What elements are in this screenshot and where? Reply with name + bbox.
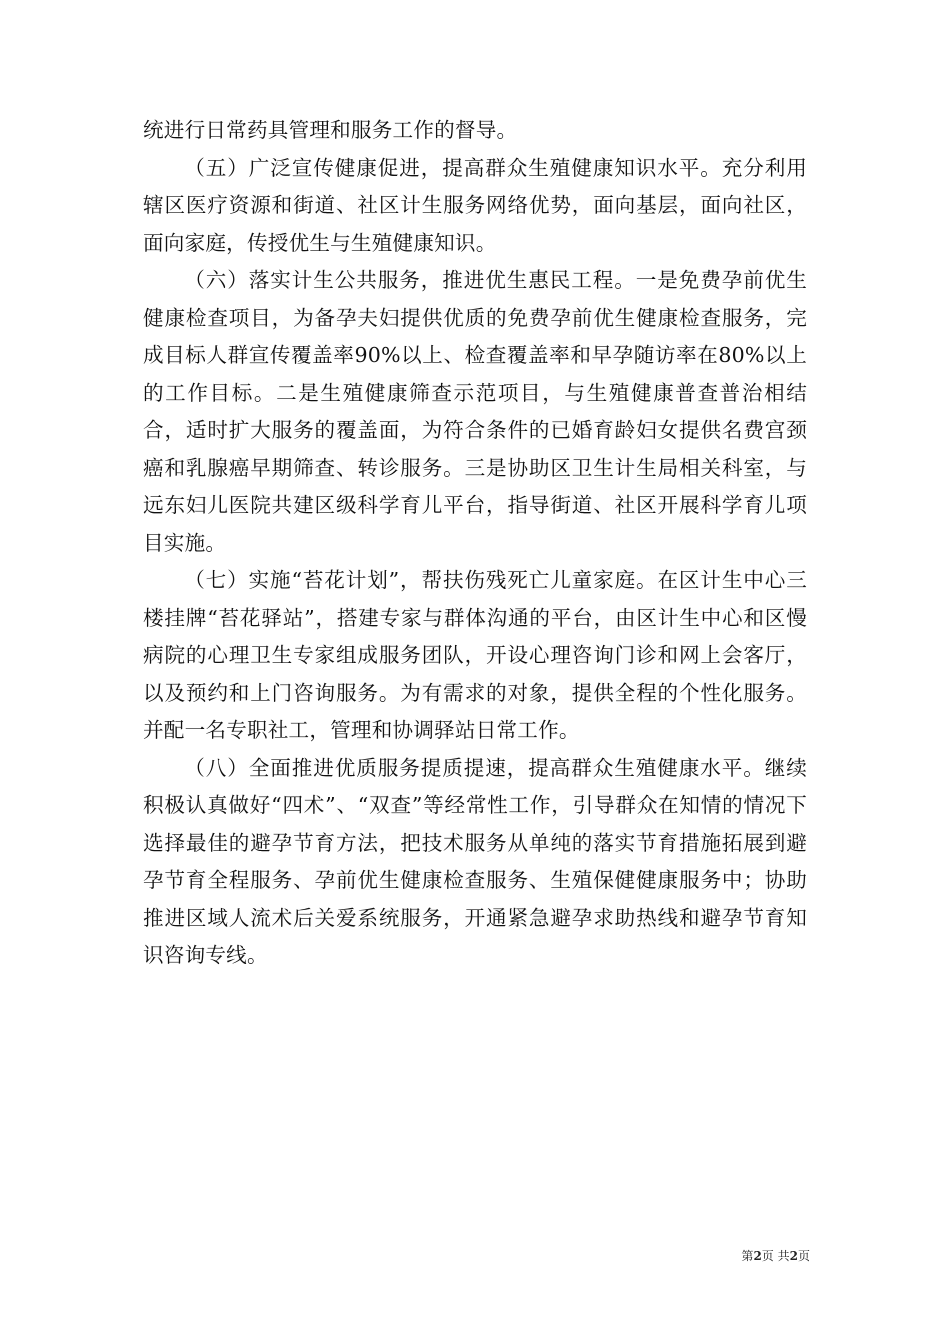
paragraph-section-6: （六）落实计生公共服务，推进优生惠民工程。一是免费孕前优生健康检查项目，为备孕夫妇提供优质的免费孕前优生健康检查服务，完成目标人群宣传覆盖率90%以上、检查覆盖率和早孕随访率在80%以上的工作目标。二是生殖健康筛查示范项目，与生殖健康普查普治相结合，适时扩大服务的覆盖面，为符合条件的已婚育龄妇女提供名费宫颈癌和乳腺癌早期筛查、转诊服务。三是协助区卫生计生局相关科室，与远东妇儿医院共建区级科学育儿平台，指导街道、社区开展科学育儿项目实施。 [143, 268, 807, 555]
footer-middle: 页 共 [761, 1249, 790, 1263]
paragraph-section-7: （七）实施“苔花计划”，帮扶伤残死亡儿童家庭。在区计生中心三楼挂牌“苔花驿站”，搭建专家与群体沟通的平台，由区计生中心和区慢病院的心理卫生专家组成服务团队，开设心理咨询门诊和网上会客厅，以及预约和上门咨询服务。为有需求的对象，提供全程的个性化服务。并配一名专职社工，管理和协调驿站日常工作。 [143, 568, 807, 742]
document-body [143, 112, 807, 975]
footer-prefix: 第 [741, 1249, 754, 1263]
page-number-footer [680, 1248, 810, 1264]
footer-suffix: 页 [797, 1249, 810, 1263]
paragraph-section-8: （八）全面推进优质服务提质提速，提高群众生殖健康水平。继续积极认真做好“四术”、“双查”等经常性工作，引导群众在知情的情况下选择最佳的避孕节育方法，把技术服务从单纯的落实节育措施拓展到避孕节育全程服务、孕前优生健康检查服务、生殖保健健康服务中；协助推进区域人流术后关爱系统服务，开通紧急避孕求助热线和避孕节育知识咨询专线。 [143, 755, 807, 967]
footer-current-page: 2 [753, 1249, 762, 1263]
paragraph-continuation: 统进行日常药具管理和服务工作的督导。 [143, 118, 518, 142]
paragraph-section-5: （五）广泛宣传健康促进，提高群众生殖健康知识水平。充分利用辖区医疗资源和街道、社区计生服务网络优势，面向基层，面向社区，面向家庭，传授优生与生殖健康知识。 [143, 155, 807, 255]
footer-total-pages: 2 [789, 1249, 798, 1263]
